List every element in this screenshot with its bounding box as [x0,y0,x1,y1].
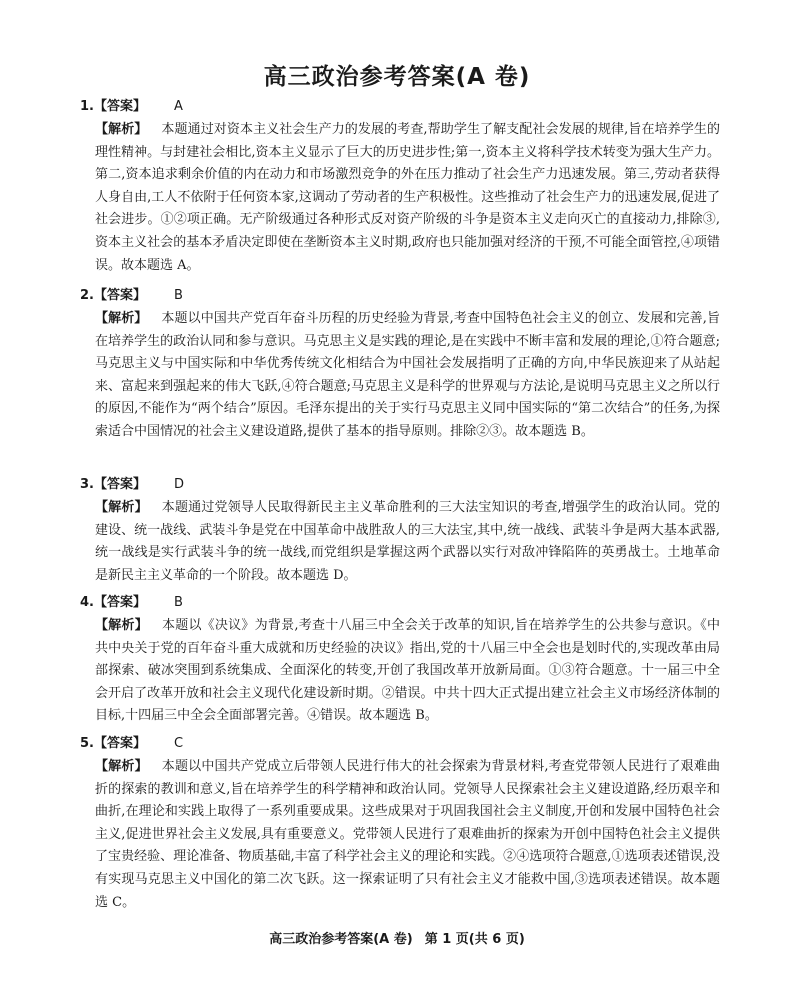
question-3-analysis [95,497,720,587]
question-5 [80,732,720,914]
question-5-analysis [95,756,720,914]
question-number: 4. [80,595,94,610]
analysis-text: 本题以中国共产党成立后带领人民进行伟大的社会探索为背景材料,考查党带领人民进行了艰难曲折的探索的教训和意义,旨在培养学生的科学精神和政治认同。党领导人民探索社会主义建设道路,经历艰辛和曲折,在理论和实践上取得了一系列重要成果。这些成果对于巩固我国社会主义制度,开创和发展中国特色社会主义,促进世界社会主义发展,具有重要意义。党带领人民进行了艰难曲折的探索为开创中国特色社会主义提供了宝贵经验、理论准备、物质基础,丰富了科学社会主义的理论和实践。②④选项符合题意,①选项表述错误,没有实现马克思主义中国化的第二次飞跃。这一探索证明了只有社会主义才能救中国,③选项表述错误。故本题选 C。 [95,759,720,910]
question-4-analysis [95,615,720,728]
question-4 [80,591,720,728]
answer-value: C [174,736,184,751]
answer-label: 【答案】 [94,99,147,114]
question-2-header [80,284,720,308]
analysis-label: 【解析】 [95,759,148,774]
analysis-text: 本题以中国共产党百年奋斗历程的历史经验为背景,考查中国特色社会主义的创立、发展和完善,旨在培养学生的政治认同和参与意识。马克思主义是实践的理论,是在实践中不断丰富和发展的理论,①符合题意;马克思主义与中国实际和中华优秀传统文化相结合为中国社会发展指明了正确的方向,中华民族迎来了从站起来、富起来到强起来的伟大飞跃,④符合题意;马克思主义是科学的世界观与方法论,是说明马克思主义之所以行的原因,不能作为“两个结合”原因。毛泽东提出的关于实行马克思主义同中国实际的“第二次结合”的任务,为探索适合中国情况的社会主义建设道路,提供了基本的指导原则。排除②③。故本题选 B。 [95,311,720,439]
question-2-analysis [95,308,720,444]
answer-label: 【答案】 [94,288,147,303]
question-number: 1. [80,99,94,114]
question-1-analysis [95,119,720,277]
question-3-header [80,473,720,497]
analysis-text: 本题通过党领导人民取得新民主主义革命胜利的三大法宝知识的考查,增强学生的政治认同。党的建设、统一战线、武装斗争是党在中国革命中战胜敌人的三大法宝,其中,统一战线、武装斗争是两大基本武器,统一战线是实行武装斗争的统一战线,而党组织是掌握这两个武器以实行对敌冲锋陷阵的英勇战士。土地革命是新民主主义革命的一个阶段。故本题选 D。 [95,500,720,583]
analysis-label: 【解析】 [95,122,148,137]
answer-value: B [174,288,183,303]
footer-page-number: 第 1 页(共 6 页) [424,932,525,947]
analysis-label: 【解析】 [95,500,148,515]
answer-label: 【答案】 [94,595,147,610]
question-2 [80,284,720,444]
footer-doc-title: 高三政治参考答案(A 卷) [269,932,413,947]
question-number: 3. [80,477,94,492]
question-5-header [80,732,720,756]
answer-label: 【答案】 [94,477,147,492]
question-1-header [80,95,720,119]
question-number: 2. [80,288,94,303]
analysis-label: 【解析】 [95,618,148,633]
analysis-text: 本题以《决议》为背景,考查十八届三中全会关于改革的知识,旨在培养学生的公共参与意识。《中共中央关于党的百年奋斗重大成就和历史经验的决议》指出,党的十八届三中全会也是划时代的,实现改革由局部探索、破冰突围到系统集成、全面深化的转变,开创了我国改革开放新局面。①③符合题意。十一届三中全会开启了改革开放和社会主义现代化建设新时期。②错误。中共十四大正式提出建立社会主义市场经济体制的目标,十四届三中全会全面部署完善。④错误。故本题选 B。 [95,618,720,724]
question-number: 5. [80,736,94,751]
page-title: 高三政治参考答案(A 卷) [263,64,531,90]
answer-value: D [174,477,185,492]
analysis-text: 本题通过对资本主义社会生产力的发展的考查,帮助学生了解支配社会发展的规律,旨在培养学生的理性精神。与封建社会相比,资本主义显示了巨大的历史进步性;第一,资本主义将科学技术转变为强大生产力。第二,资本追求剩余价值的内在动力和市场激烈竞争的外在压力推动了社会生产力迅速发展。第三,劳动者获得人身自由,工人不依附于任何资本家,这调动了劳动者的生产积极性。这些推动了社会生产力的迅速发展,促进了社会进步。①②项正确。无产阶级通过各种形式反对资产阶级的斗争是资本主义走向灭亡的直接动力,排除③,资本主义社会的基本矛盾决定即使在垄断资本主义时期,政府也只能加强对经济的干预,不可能全面管控,④项错误。故本题选 A。 [95,122,720,273]
answer-value: A [174,99,183,114]
question-1 [80,95,720,277]
question-4-header [80,591,720,615]
answer-value: B [174,595,183,610]
page-footer [0,930,794,950]
question-3 [80,473,720,587]
analysis-label: 【解析】 [95,311,148,326]
answer-label: 【答案】 [94,736,147,751]
